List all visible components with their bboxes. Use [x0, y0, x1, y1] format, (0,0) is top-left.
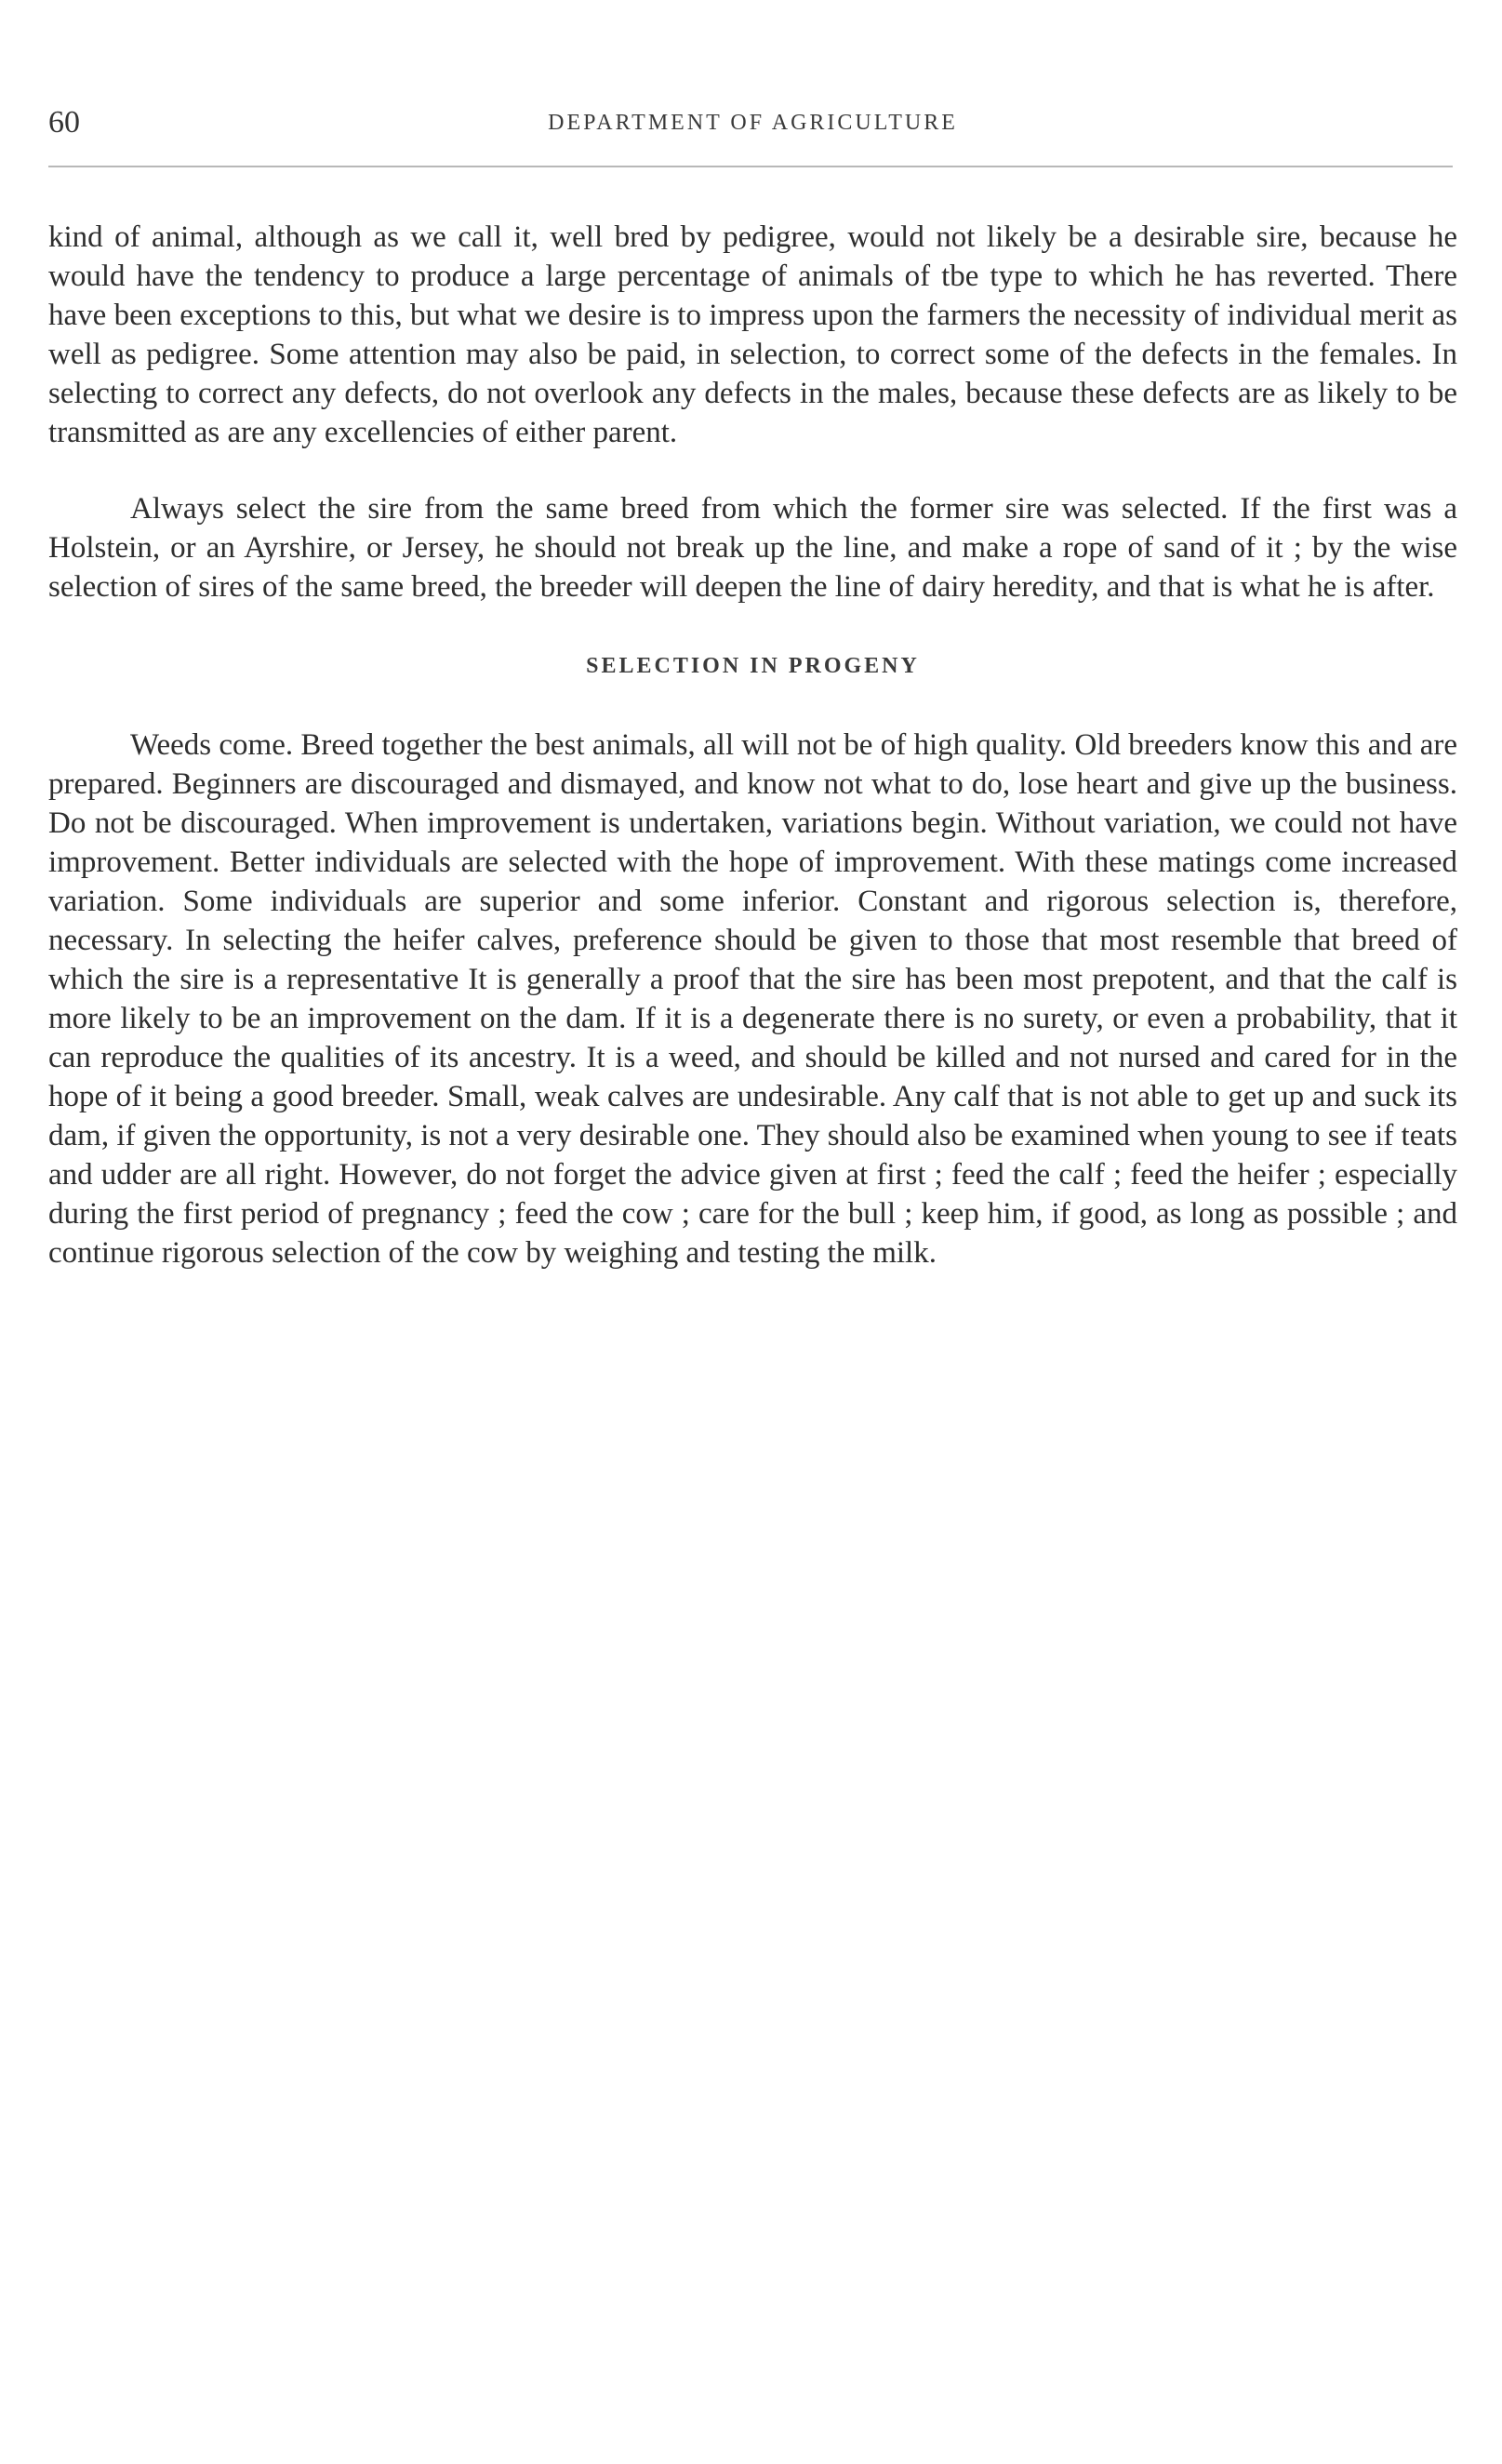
running-title: DEPARTMENT OF AGRICULTURE — [548, 111, 958, 135]
page-number: 60 — [48, 105, 80, 140]
paragraph-sire-selection: Always select the sire from the same breed from which the former sire was selected. If the first was a Holstein, or an Ayrshire, or Jersey, he should not break up the line, and make a rope of sand of it ; by the wise selection of sires of the same breed, the breeder will deepen the line of dairy heredity, and that is what he is after. — [48, 492, 1457, 604]
running-header — [48, 102, 1457, 143]
section-heading: SELECTION IN PROGENY — [586, 654, 920, 678]
paragraph-selection-in-progeny: Weeds come. Breed together the best animals, all will not be of high quality. Old breeders know this and are prepared. Beginners are discouraged and dismayed, and know not what to do, lose heart and give up the business. Do not be discouraged. When improvement is undertaken, variations begin. Without variation, we could not have improvement. Better individuals are selected with the hope of improvement. With these matings come increased variation. Some individuals are superior and some inferior. Constant and rigorous selection is, therefore, necessary. In selecting the heifer calves, preference should be given to those that most resemble that breed of which the sire is a representative It is generally a proof that the sire has been most prepotent, and that the calf is more likely to be an improvement on the dam. If it is a degenerate there is no surety, or even a probability, that it can reproduce the qualities of its ancestry. It is a weed, and should be killed and not nursed and cared for in the hope of it being a good breeder. Small, weak calves are undesirable. Any calf that is not able to get up and suck its dam, if given the opportunity, is not a very desirable one. They should also be examined when young to see if teats and udder are all right. However, do not forget the advice given at first ; feed the calf ; feed the heifer ; especially during the first period of pregnancy ; feed the cow ; care for the bull ; keep him, if good, as long as possible ; and continue rigorous selection of the cow by weighing and testing the milk. — [48, 728, 1457, 1270]
header-rule — [48, 166, 1453, 167]
paragraph-continued: kind of animal, although as we call it, well bred by pedigree, would not likely be a desirable sire, because he would have the tendency to produce a large percentage of animals of tbe type to which he has reverted. There have been exceptions to this, but what we desire is to impress upon the farmers the necessity of individual merit as well as pedigree. Some attention may also be paid, in selection, to correct some of the defects in the females. In selecting to correct any defects, do not overlook any defects in the males, because these defects are as likely to be transmitted as are any excellencies of either parent. — [48, 220, 1457, 449]
body-text — [48, 218, 1457, 1272]
